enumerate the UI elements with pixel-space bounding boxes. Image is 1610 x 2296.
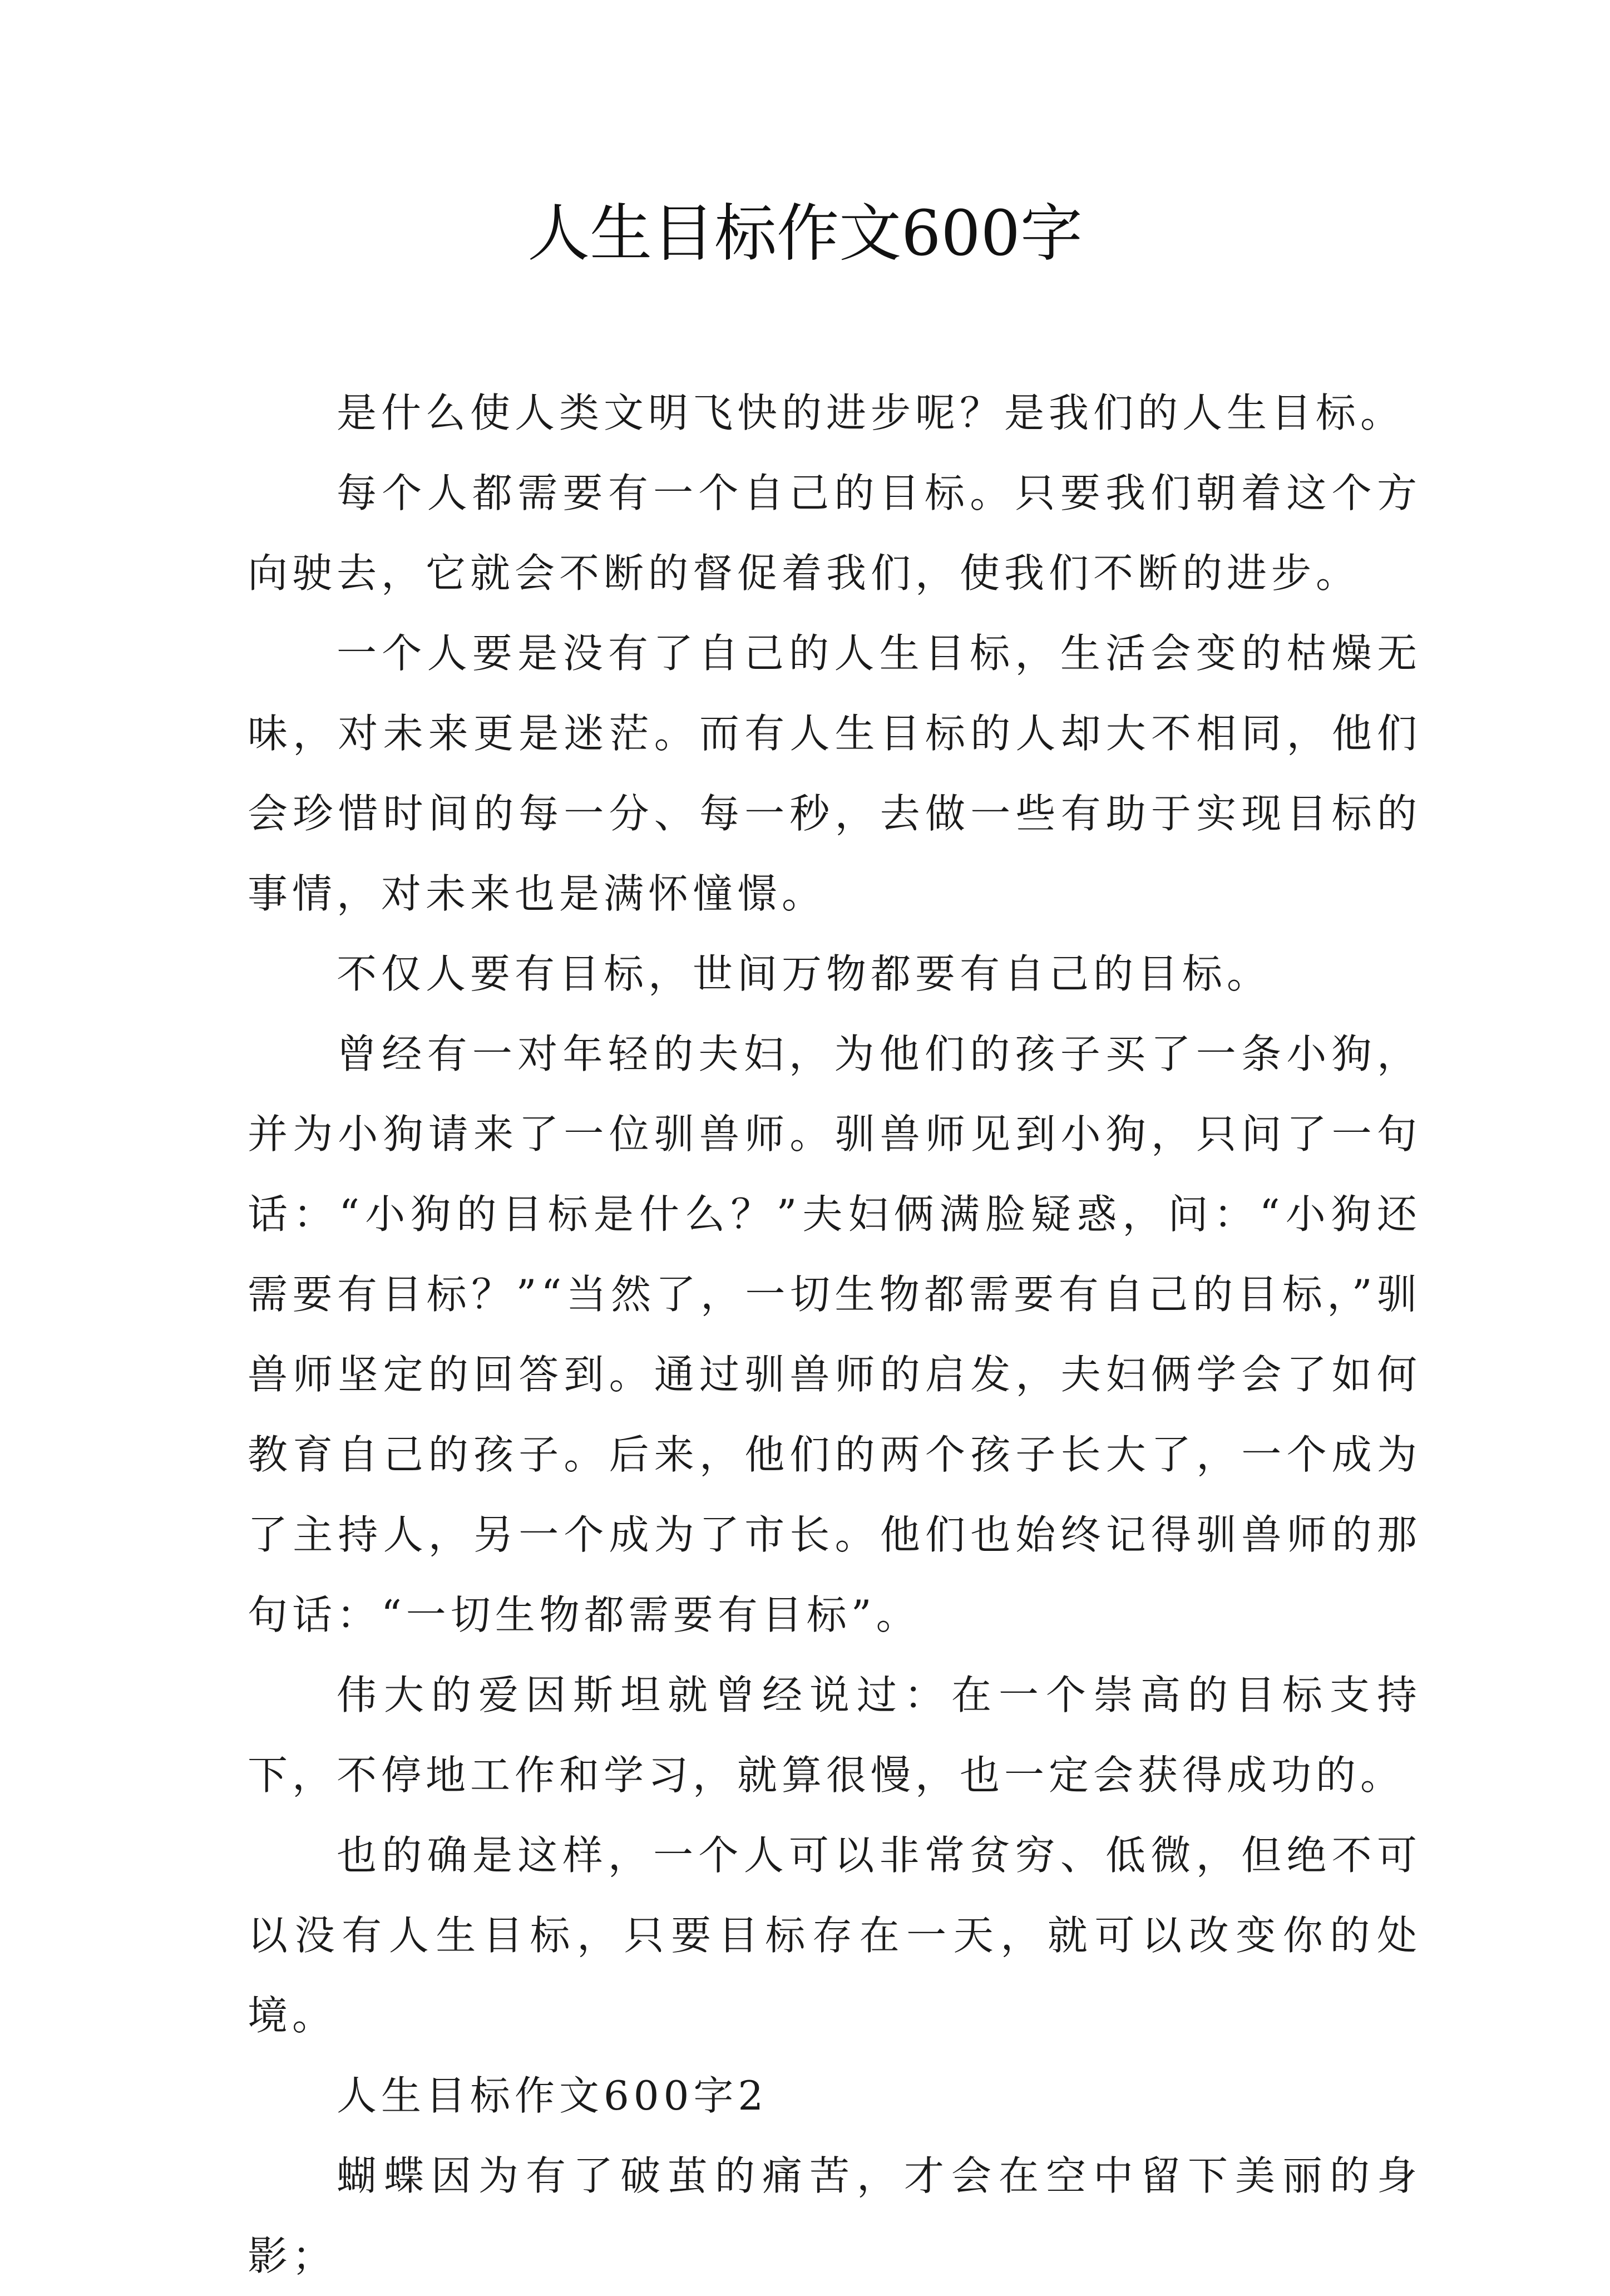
paragraph-1: 是什么使人类文明飞快的进步呢？是我们的人生目标。 bbox=[337, 390, 1405, 436]
section-heading-2: 人生目标作文600字2 bbox=[337, 2072, 768, 2119]
document-body bbox=[248, 373, 1421, 2296]
paragraph-6: 伟大的爱因斯坦就曾经说过：在一个崇高的目标支持下，不停地工作和学习，就算很慢，也一定会获得成功的。 bbox=[248, 1672, 1421, 1799]
paragraph-7: 也的确是这样，一个人可以非常贫穷、低微，但绝不可以没有人生目标，只要目标存在一天，就可以改变你的处境。 bbox=[248, 1832, 1421, 2039]
paragraph-4: 不仅人要有目标，世间万物都要有自己的目标。 bbox=[337, 950, 1272, 997]
paragraph-2: 每个人都需要有一个自己的目标。只要我们朝着这个方向驶去，它就会不断的督促着我们，使我们不断的进步。 bbox=[248, 470, 1421, 597]
paragraph-3: 一个人要是没有了自己的人生目标，生活会变的枯燥无味，对未来更是迷茫。而有人生目标的人却大不相同，他们会珍惜时间的每一分、每一秒，去做一些有助于实现目标的事情，对未来也是满怀憧憬。 bbox=[248, 630, 1421, 917]
paragraph-8: 蝴蝶因为有了破茧的痛苦，才会在空中留下美丽的身影； bbox=[248, 2152, 1421, 2279]
paragraph-5: 曾经有一对年轻的夫妇，为他们的孩子买了一条小狗，并为小狗请来了一位驯兽师。驯兽师见到小狗，只问了一句话：“小狗的目标是什么？”夫妇俩满脸疑惑，问：“小狗还需要有目标？”“当然了，一切生物都需要有自己的目标，”驯兽师坚定的回答到。通过驯兽师的启发，夫妇俩学会了如何教育自己的孩子。后来，他们的两个孩子长大了，一个成为了主持人，另一个成为了市长。他们也始终记得驯兽师的那句话：“一切生物都需要有目标”。 bbox=[248, 1031, 1421, 1638]
document-title: 人生目标作文600字 bbox=[527, 198, 1083, 270]
